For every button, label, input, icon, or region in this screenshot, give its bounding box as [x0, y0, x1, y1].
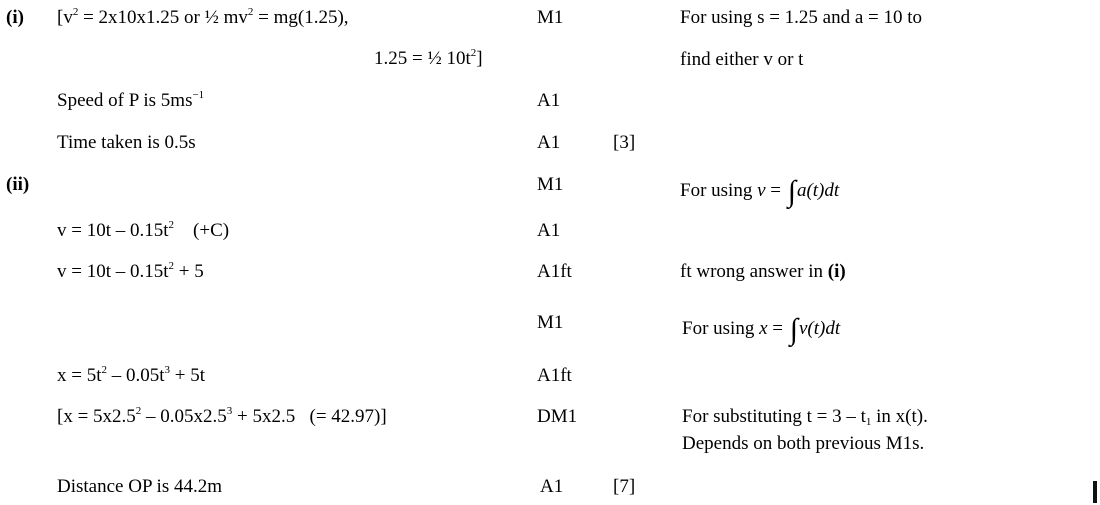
note-ft: ft wrong answer in (i) [680, 261, 846, 282]
total-marks-i: [3] [613, 132, 636, 153]
working-line-1: [$v^2 = 2x10x1.25$ or ½ $mv^2 = mg(1.25)$, [57, 6, 349, 28]
mark-m1: M1 [537, 174, 564, 195]
mark-m1: M1 [537, 7, 564, 28]
note-line: find either v or t [680, 49, 804, 70]
note-depends: Depends on both previous M1s. [682, 433, 925, 454]
displacement-line: $x = 5t^2 - 0.05t^3 + 5t$ [57, 364, 206, 386]
working-line-2: 1.25 = ½ $10t^2$] [374, 47, 483, 69]
note-using-x: For using x = ∫v(t)dt [682, 313, 841, 346]
time-line: Time taken is 0.5s [57, 132, 196, 153]
integral-icon: ∫ [787, 175, 796, 208]
total-marks-ii: [7] [613, 476, 636, 497]
distance-line: Distance OP is 44.2m [57, 476, 223, 497]
mark-m1: M1 [537, 312, 564, 333]
substitution-line: [$x = 5x2.5^2 - 0.05x2.5^3 + 5x2.5$ (= 42.97)] [57, 405, 387, 427]
integral-icon: ∫ [789, 313, 798, 346]
mark-a1ft: A1ft [537, 261, 572, 282]
text-cursor [1093, 481, 1097, 503]
note-line: For using s = 1.25 and a = 10 to [680, 7, 923, 28]
part-i-label: (i) [6, 7, 24, 28]
mark-a1: A1 [537, 132, 561, 153]
velocity-line-2: $v = 10t - 0.15t^2 + 5$ [57, 260, 204, 282]
mark-a1: A1 [537, 90, 561, 111]
mark-dm1: DM1 [537, 406, 578, 427]
velocity-line-1: $v = 10t - 0.15t^2$ (+C) [57, 219, 230, 241]
mark-a1: A1 [540, 476, 564, 497]
note-substituting: For substituting $t = 3 - t_1$ in x(t). [682, 406, 928, 428]
part-ii-label: (ii) [6, 174, 30, 195]
note-using-v: For using v = ∫a(t)dt [680, 175, 840, 208]
mark-a1ft: A1ft [537, 365, 572, 386]
mark-a1: A1 [537, 220, 561, 241]
speed-line: Speed of P is $5ms^{-1}$ [57, 89, 205, 111]
